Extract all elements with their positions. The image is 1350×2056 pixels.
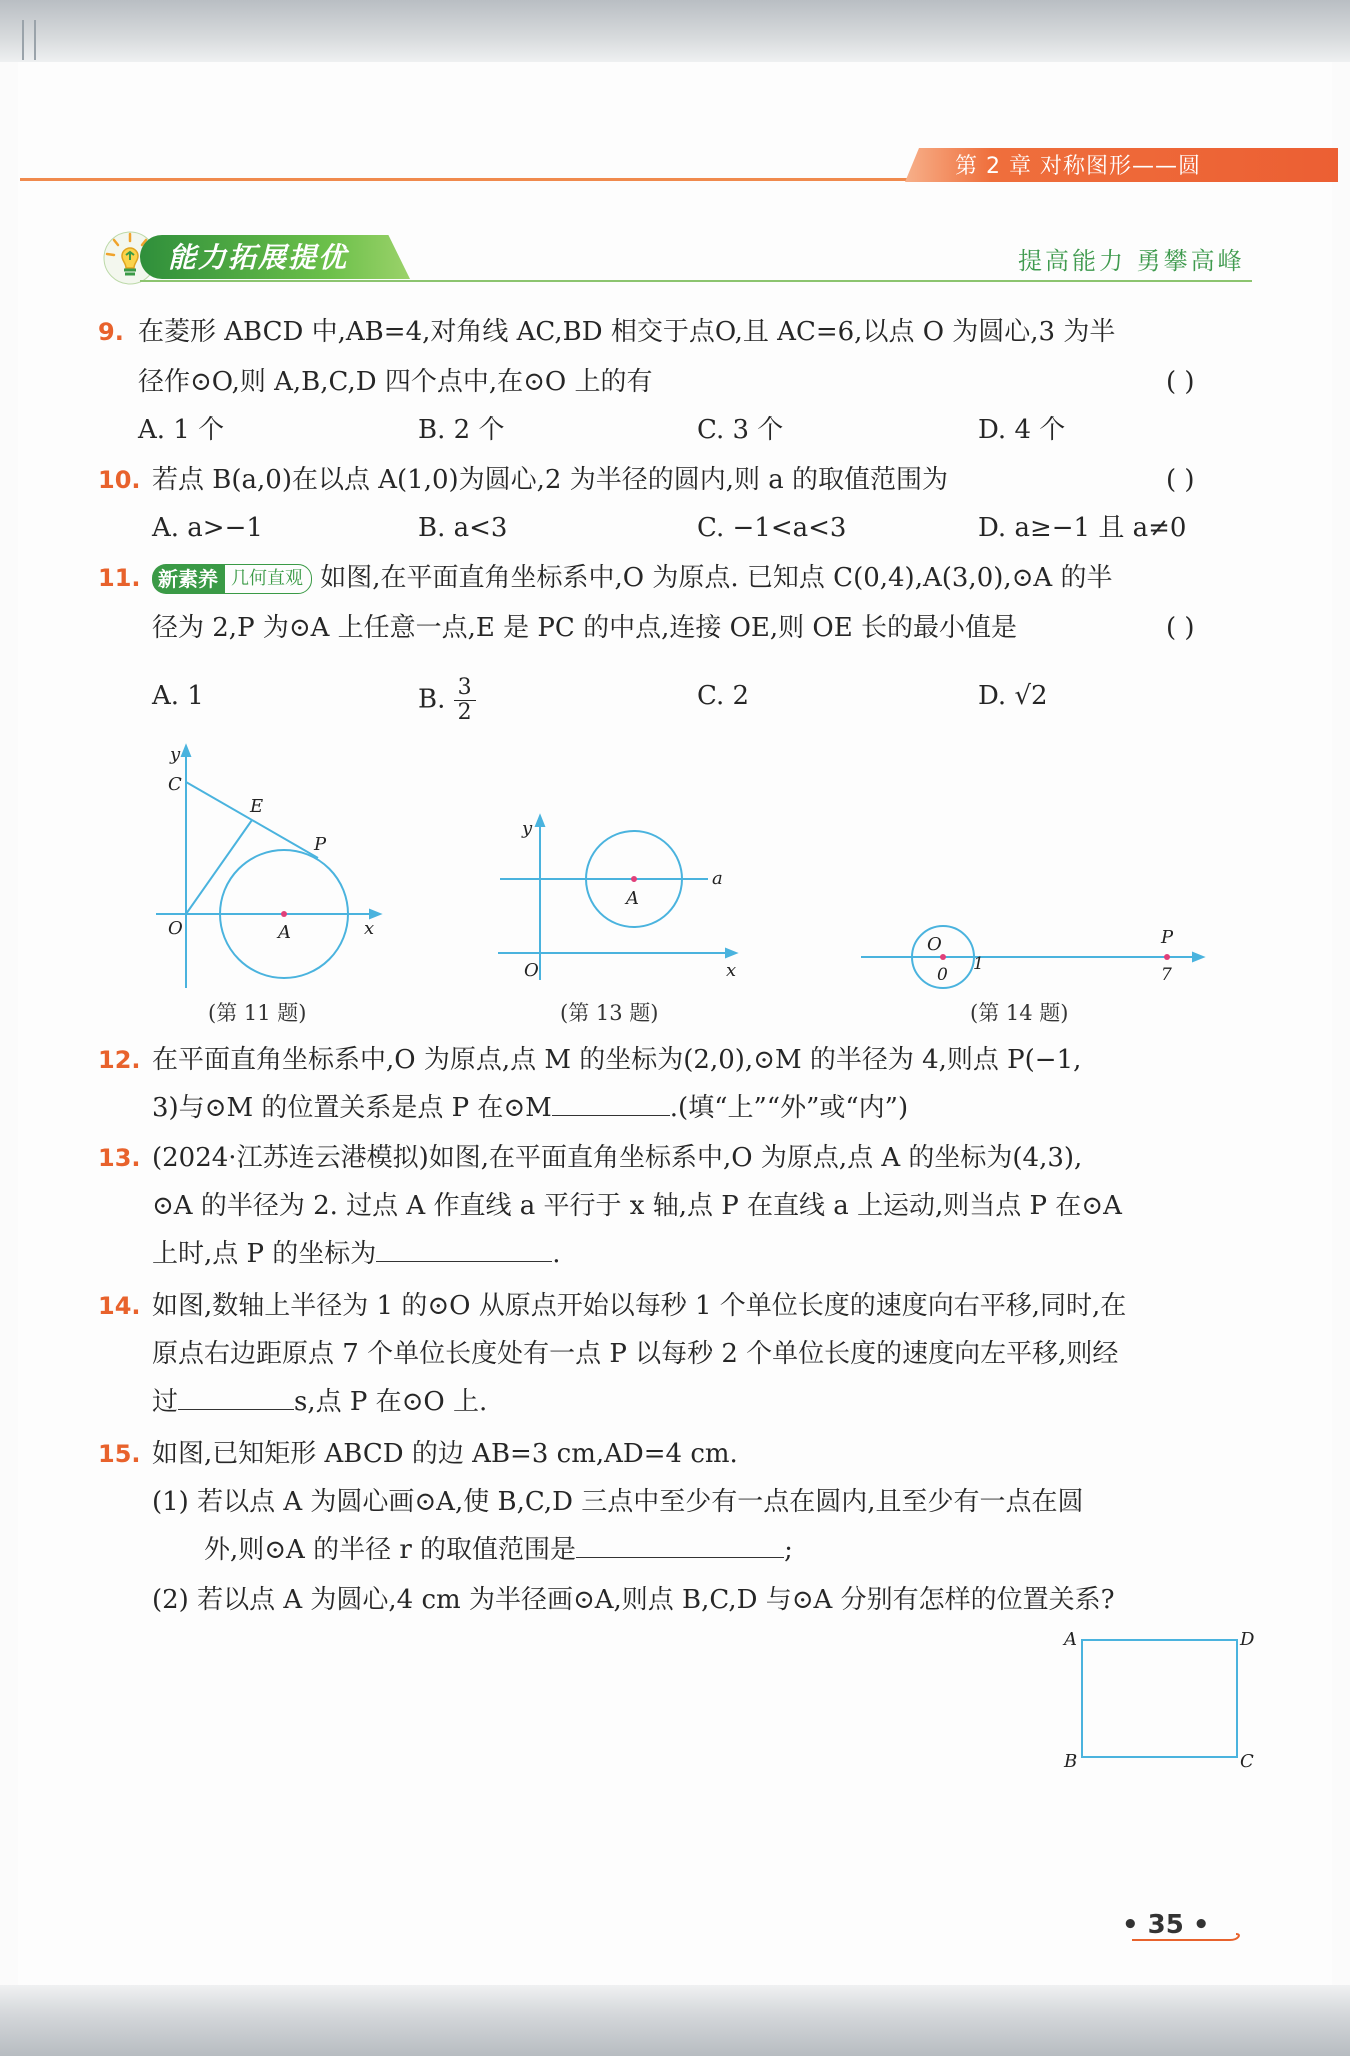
question-15-number: 15.: [98, 1440, 141, 1468]
fig14-point-p: [1164, 954, 1170, 960]
page-number: • 35 •: [1122, 1910, 1210, 1940]
fig14-number-line-arrow: [1193, 953, 1203, 961]
fig14-label-zero: 0: [937, 965, 948, 985]
question-15-answer-blank[interactable]: [576, 1533, 784, 1558]
fig13-label-y: y: [522, 818, 533, 839]
question-9-option-c: C. 3 个: [697, 415, 784, 445]
fig14-label-seven: 7: [1161, 965, 1172, 985]
figure-11-caption: (第 11 题): [208, 1001, 307, 1025]
fig14-label-o: O: [927, 934, 942, 955]
fig11-point-a: [281, 911, 287, 917]
fraction-numerator: 3: [454, 676, 476, 701]
figure-14: [855, 920, 1215, 1000]
question-12-line-2-text: 3)与⊙M 的位置关系是点 P 在⊙M: [152, 1093, 552, 1123]
question-10-answer-paren: ( ): [1166, 465, 1195, 495]
question-15-part-1-end: ;: [784, 1535, 793, 1565]
question-13-line-2: ⊙A 的半径为 2. 过点 A 作直线 a 平行于 x 轴,点 P 在直线 a 上运动,则当点 P 在⊙A: [152, 1191, 1122, 1221]
fig11-label-o: O: [168, 918, 183, 939]
scan-bottom-edge: [0, 1985, 1350, 2056]
question-13-line-3: [152, 1234, 561, 1274]
question-11-option-b-prefix: B.: [418, 684, 446, 715]
fig11-segment-oe: [186, 820, 252, 914]
fig15-label-d: D: [1240, 1629, 1255, 1650]
fig15-label-b: B: [1064, 1751, 1078, 1772]
question-9-number: 9.: [98, 318, 124, 346]
section-banner-title: 能力拓展提优: [168, 241, 349, 274]
question-11-line-1: [152, 558, 1112, 598]
question-14-line-2: 原点右边距原点 7 个单位长度处有一点 P 以每秒 2 个单位长度的速度向左平移,则经: [152, 1339, 1119, 1369]
question-15-part-1-line-2: [204, 1530, 793, 1570]
question-10-option-a: A. a>−1: [152, 513, 263, 543]
question-14-line-1: 如图,数轴上半径为 1 的⊙O 从原点开始以每秒 1 个单位长度的速度向右平移,同时,在: [152, 1291, 1127, 1321]
fig11-label-x: x: [364, 918, 375, 939]
fig11-y-arrow: [182, 746, 190, 756]
question-15-part-1-line-1: (1) 若以点 A 为圆心画⊙A,使 B,C,D 三点中至少有一点在圆内,且至少有一点在圆: [152, 1487, 1084, 1517]
figure-11: [150, 740, 400, 1000]
geometric-intuition-tag: 几何直观: [224, 564, 312, 594]
fig13-label-a: A: [626, 888, 639, 909]
fraction-denominator: 2: [457, 700, 472, 725]
fig11-label-e: E: [250, 796, 264, 817]
question-12-line-1: 在平面直角坐标系中,O 为原点,点 M 的坐标为(2,0),⊙M 的半径为 4,则点 P(−1,: [152, 1045, 1082, 1075]
question-9-line-2: 径作⊙O,则 A,B,C,D 四个点中,在⊙O 上的有: [138, 367, 653, 397]
question-14-line-3-text: 过: [152, 1387, 179, 1417]
question-12-line-2: [152, 1088, 908, 1128]
scan-top-edge: [0, 0, 1350, 62]
question-9-line-1: 在菱形 ABCD 中,AB=4,对角线 AC,BD 相交于点O,且 AC=6,以点 O 为圆心,3 为半: [138, 317, 1116, 347]
question-10-number: 10.: [98, 466, 141, 494]
question-13-line-3-text: 上时,点 P 的坐标为: [152, 1239, 377, 1269]
question-11-option-b: [418, 675, 476, 725]
fig13-label-line-a: a: [712, 868, 723, 889]
question-10-option-d: D. a≥−1 且 a≠0: [978, 513, 1187, 543]
question-11-option-d: D. √2: [978, 681, 1048, 711]
question-15-line-1: 如图,已知矩形 ABCD 的边 AB=3 cm,AD=4 cm.: [152, 1439, 738, 1469]
question-10-option-c: C. −1<a<3: [697, 513, 847, 543]
question-13-line-1: (2024·江苏连云港模拟)如图,在平面直角坐标系中,O 为原点,点 A 的坐标为(4,3),: [152, 1143, 1083, 1173]
fig11-x-arrow: [370, 910, 380, 918]
fig13-x-arrow: [726, 949, 736, 957]
fig11-label-p: P: [314, 834, 327, 855]
question-11-number: 11.: [98, 564, 141, 592]
question-14-line-3-end: s,点 P 在⊙O 上.: [294, 1387, 488, 1417]
book-spine-mark: [22, 20, 36, 60]
question-11-answer-paren: ( ): [1166, 613, 1195, 643]
section-banner-rule: [140, 280, 1252, 282]
question-13-number: 13.: [98, 1144, 141, 1172]
figure-13-caption: (第 13 题): [560, 1001, 659, 1025]
question-9-answer-paren: ( ): [1166, 367, 1195, 397]
question-13-answer-blank[interactable]: [376, 1237, 552, 1262]
page-number-swoosh: [1130, 1932, 1250, 1944]
fig14-label-one: 1: [973, 954, 984, 974]
question-9-option-d: D. 4 个: [978, 415, 1066, 445]
question-13-line-3-end: .: [552, 1239, 561, 1269]
question-11-option-a: A. 1: [152, 681, 204, 711]
new-literacy-tag: 新素养: [152, 564, 224, 594]
figure-14-caption: (第 14 题): [970, 1001, 1069, 1025]
fig15-label-c: C: [1240, 1751, 1254, 1772]
question-10-line-1: 若点 B(a,0)在以点 A(1,0)为圆心,2 为半径的圆内,则 a 的取值范围为: [152, 465, 949, 495]
question-11-line-1-text: 如图,在平面直角坐标系中,O 为原点. 已知点 C(0,4),A(3,0),⊙A 的半: [320, 563, 1113, 593]
question-11-option-c: C. 2: [697, 681, 750, 711]
question-12-answer-blank[interactable]: [552, 1091, 670, 1116]
fig15-label-a: A: [1064, 1629, 1077, 1650]
question-11-line-2: 径为 2,P 为⊙A 上任意一点,E 是 PC 的中点,连接 OE,则 OE 长的最小值是: [152, 613, 1017, 643]
question-9-option-a: A. 1 个: [138, 415, 225, 445]
chapter-title: 第 2 章 对称图形——圆: [955, 154, 1201, 179]
fig11-label-y: y: [170, 744, 181, 765]
section-slogan: 提高能力 勇攀高峰: [1018, 247, 1245, 275]
question-12-number: 12.: [98, 1046, 141, 1074]
fig11-label-a: A: [278, 922, 291, 943]
question-15-part-2: (2) 若以点 A 为圆心,4 cm 为半径画⊙A,则点 B,C,D 与⊙A 分别有怎样的位置关系?: [152, 1585, 1115, 1615]
question-14-line-3: [152, 1382, 487, 1422]
fraction-three-halves: [454, 676, 476, 725]
fig13-y-arrow: [536, 816, 544, 826]
figure-15: [1060, 1625, 1270, 1775]
fig14-label-p: P: [1161, 927, 1174, 948]
question-14-number: 14.: [98, 1292, 141, 1320]
fig13-label-x: x: [726, 960, 737, 981]
question-12-line-2-hint: .(填“上”“外”或“内”): [669, 1093, 909, 1123]
question-10-option-b: B. a<3: [418, 513, 508, 543]
question-14-answer-blank[interactable]: [178, 1385, 294, 1410]
fig13-label-o: O: [524, 960, 539, 981]
question-9-option-b: B. 2 个: [418, 415, 505, 445]
fig11-label-c: C: [168, 774, 182, 795]
question-15-part-1-text: 外,则⊙A 的半径 r 的取值范围是: [204, 1535, 577, 1565]
fig13-point-a: [631, 876, 637, 882]
fig15-rectangle-abcd: [1082, 1640, 1237, 1757]
figure-13: [490, 810, 750, 990]
